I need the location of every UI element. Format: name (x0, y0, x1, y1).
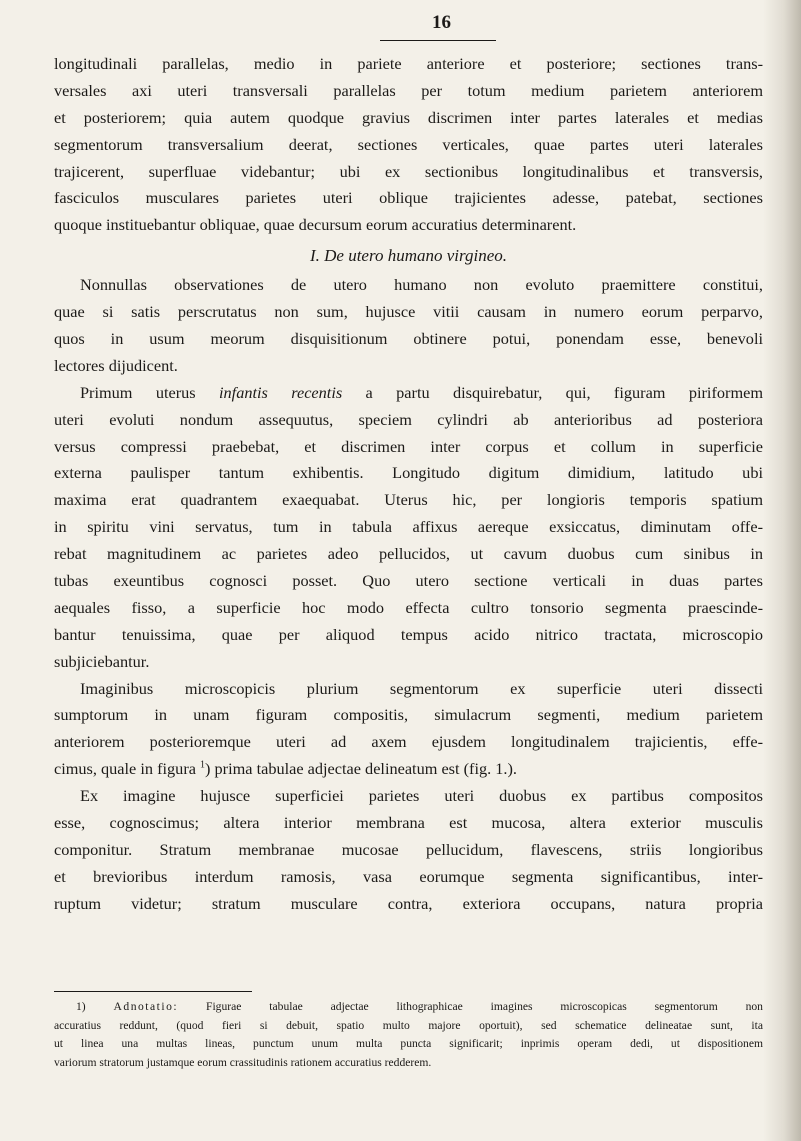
text-line: segmentorum transversalium deerat, sectiones verticales, quae partes uteri laterales (54, 134, 763, 154)
text-line: Nonnullas observationes de utero humano non evoluto praemittere constitui, (80, 275, 763, 295)
text-line: sumptorum in unam figuram compositis, simulacrum segmenti, medium parietem (54, 705, 763, 725)
italic-phrase: infantis recentis (219, 382, 343, 402)
section-number: I. (309, 246, 320, 266)
text-line: trajicerent, superfluae videbantur; ubi ex sectionibus longitudinalibus et transversis, (54, 161, 763, 181)
footnote-line: ut linea una multas lineas, punctum unum multa puncta significarit; inprimis operam dedi, ut dispositionem (54, 1037, 763, 1050)
text-line: Ex imagine hujusce superficiei parietes uteri duobus ex partibus compositos (80, 786, 763, 806)
text-line: tubas exeuntibus cognosci posset. Quo utero sectione verticali in duas partes (54, 571, 763, 591)
text-run: a partu disquirebatur, qui, figuram piriformem (342, 382, 763, 402)
text-line: versus compressi praebebat, et discrimen inter corpus et collum in superficie (54, 436, 763, 456)
text-run: ) prima tabulae adjectae delineatum est (fig. 1.). (205, 759, 517, 779)
text-run: Primum uterus (80, 382, 220, 402)
text-line: et posteriorem; quia autem quodque gravius discrimen inter partes laterales et medias (54, 107, 763, 127)
text-line: rebat magnitudinem ac parietes adeo pellucidos, ut cavum duobus cum sinibus in (54, 544, 763, 564)
text-line: versales axi uteri transversali parallelas per totum medium parietem anteriorem (54, 80, 763, 100)
text-line: quoque instituebantur obliquae, quae decursum eorum accuratius determinarent. (54, 215, 577, 235)
page-number: 16 (432, 12, 451, 33)
text-line: longitudinali parallelas, medio in pariete anteriore et posteriore; sectiones trans- (54, 54, 763, 73)
text-line: et brevioribus interdum ramosis, vasa eorumque segmenta significantibus, inter- (54, 866, 763, 886)
footnote-line: accuratius reddunt, (quod fieri si debuit, spatio multo majore oportuit), sed schematice delineatae sunt, ita (54, 1018, 763, 1032)
text-line: esse, cognoscimus; altera interior membrana est mucosa, altera exterior musculis (54, 813, 763, 833)
footnote-line: variorum stratorum justamque eorum crassitudinis rationem accuratius redderem. (54, 1055, 432, 1069)
paragraph-3 (54, 380, 763, 676)
footnote-label: Adnotatio: (113, 1000, 179, 1013)
text-run: Figurae tabulae adjectae lithographicae imagines microscopicas segmentorum non (206, 1000, 763, 1013)
text-line: quos in usum meorum disquisitionum obtinere potui, ponendam esse, benevoli (54, 329, 763, 349)
text-line: aequales fisso, a superficie hoc modo effecta cultro tonsorio segmenta praescinde- (54, 597, 763, 617)
footnote-reference: 1 (200, 759, 206, 771)
footnote-line (54, 998, 763, 1017)
page-edge-shadow (763, 0, 801, 1141)
text-line: maxima erat quadrantem exaequabat. Uterus hic, per longioris temporis spatium (54, 490, 763, 510)
text-line (54, 380, 763, 407)
text-line (54, 756, 763, 783)
footnote-marker: 1) (76, 1000, 86, 1013)
section-heading (54, 239, 763, 272)
text-line: fasciculos musculares parietes uteri oblique trajicientes adesse, patebat, sectiones (54, 188, 763, 208)
paragraph-5 (54, 783, 763, 917)
main-text (54, 51, 763, 918)
text-line: uteri evoluti nondum assequutus, speciem cylindri ab anterioribus ad posteriora (54, 409, 763, 429)
footnote-rule (54, 991, 252, 992)
text-line: lectores dijudicent. (54, 355, 178, 375)
text-line: quae si satis perscrutatus non sum, hujusce vitii causam in numero eorum perparvo, (54, 302, 763, 322)
text-line: ruptum videtur; stratum musculare contra, exteriora occupans, natura propria (54, 893, 763, 913)
page-number-rule (380, 40, 496, 41)
paragraph-4 (54, 676, 763, 784)
text-line: in spiritu vini servatus, tum in tabula affixus aereque exsiccatus, diminutam offe- (54, 517, 763, 537)
section-title: De utero humano virgineo. (324, 246, 508, 266)
text-line: Imaginibus microscopicis plurium segmentorum ex superficie uteri dissecti (80, 678, 763, 698)
text-line: anteriorem posterioremque uteri ad axem ejusdem longitudinalem trajicientis, effe- (54, 732, 763, 752)
paragraph-2 (54, 272, 763, 380)
text-line: bantur tenuissima, quae per aliquod tempus acido nitrico tractata, microscopio (54, 624, 763, 644)
text-line: externa paulisper tantum exhibentis. Longitudo digitum dimidium, latitudo ubi (54, 463, 763, 483)
text-line: componitur. Stratum membranae mucosae pellucidum, flavescens, striis longioribus (54, 839, 763, 859)
footnote (54, 998, 763, 1072)
text-run: cimus, quale in figura (54, 759, 201, 779)
paragraph-1 (54, 51, 763, 239)
text-line: subjiciebantur. (54, 651, 150, 671)
